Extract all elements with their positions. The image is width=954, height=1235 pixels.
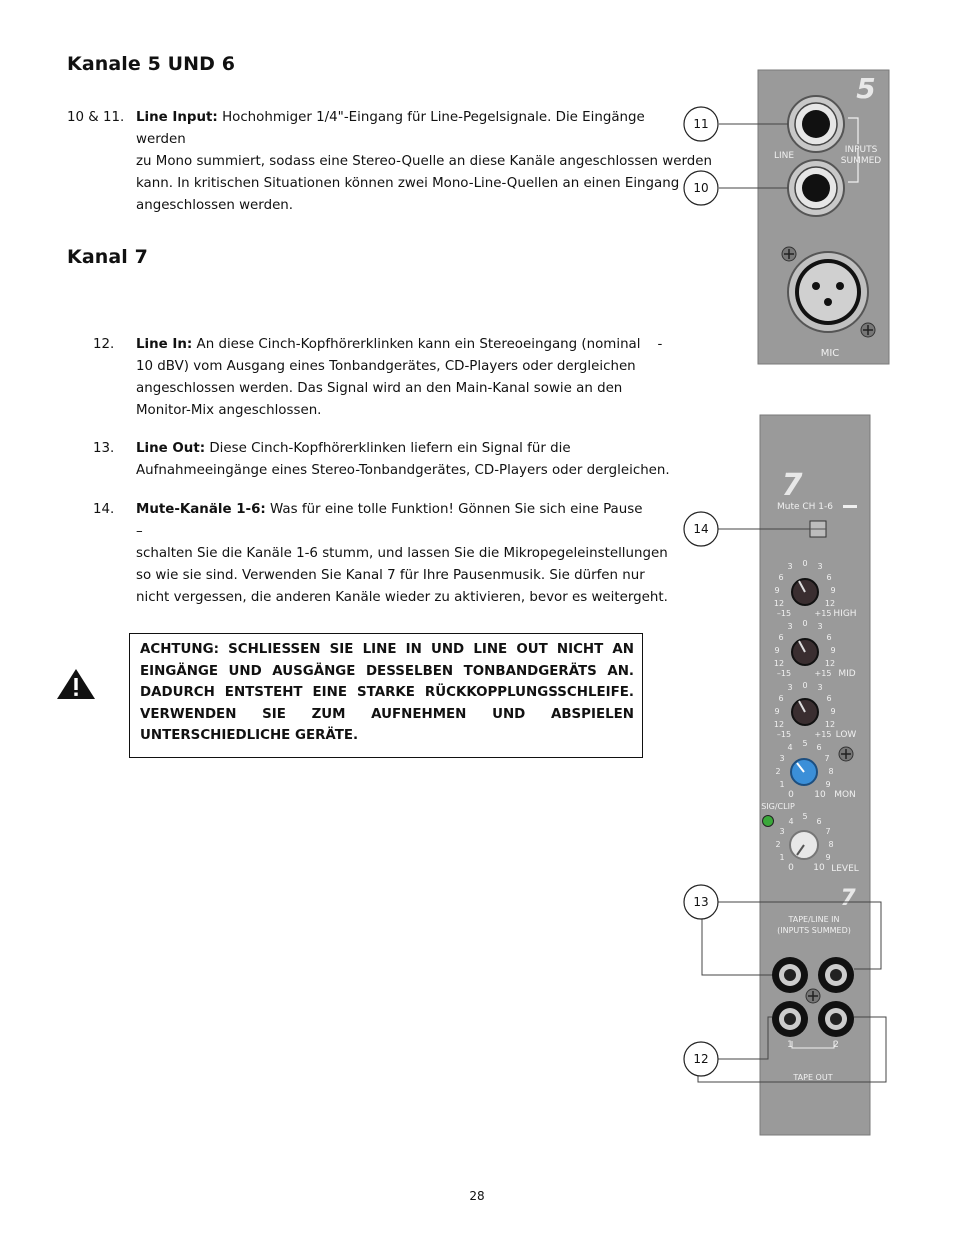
tape-out-label: TAPE OUT bbox=[793, 1073, 833, 1082]
warning-line: VERWENDEN SIE ZUM AUFNEHMEN UND ABSPIELEN bbox=[140, 706, 634, 722]
item-term: Line In: bbox=[136, 337, 193, 352]
sigclip-label: SIG/CLIP bbox=[761, 802, 795, 811]
warning-line: EINGÄNGE UND AUSGÄNGE DESSELBEN TONBANDGERÄTS AN. bbox=[140, 663, 634, 679]
summed-label: SUMMED bbox=[840, 156, 882, 166]
item-line: so wie sie sind. Verwenden Sie Kanal 7 für Ihre Pausenmusik. Sie dürfen nur bbox=[136, 568, 645, 583]
warning-triangle-icon bbox=[56, 668, 96, 700]
item-number: 12. bbox=[93, 337, 115, 352]
tape-out-1-label: 1 bbox=[787, 1040, 793, 1050]
svg-text:10: 10 bbox=[693, 181, 709, 195]
line-input-jack-top[interactable] bbox=[788, 96, 844, 152]
high-label: HIGH bbox=[833, 609, 857, 619]
item-line-in bbox=[93, 334, 663, 424]
svg-text:–15: –15 bbox=[776, 609, 792, 618]
svg-text:3: 3 bbox=[817, 622, 823, 631]
channel-number-lower: 7 bbox=[840, 886, 856, 911]
item-line: angeschlossen werden. bbox=[136, 198, 294, 213]
svg-text:13: 13 bbox=[693, 895, 709, 909]
callout-12 bbox=[684, 1042, 718, 1076]
channel-5-panel bbox=[680, 68, 892, 366]
svg-text:9: 9 bbox=[825, 853, 831, 862]
svg-text:+15: +15 bbox=[814, 730, 832, 739]
item-line: Monitor-Mix angeschlossen. bbox=[136, 403, 322, 418]
item-term: Line Out: bbox=[136, 441, 206, 456]
svg-text:6: 6 bbox=[778, 694, 784, 703]
tape-out-jack-1[interactable] bbox=[772, 1001, 808, 1037]
svg-text:5: 5 bbox=[802, 812, 808, 821]
svg-text:2: 2 bbox=[775, 840, 781, 849]
item-term: Mute-Kanäle 1-6: bbox=[136, 502, 266, 517]
item-line: nicht vergessen, die anderen Kanäle wieder zu aktivieren, bevor es weitergeht. bbox=[136, 590, 668, 605]
svg-text:1: 1 bbox=[779, 780, 785, 789]
page-number: 28 bbox=[469, 1189, 485, 1203]
low-screw-icon bbox=[839, 747, 853, 761]
item-number: 10 & 11. bbox=[67, 110, 125, 125]
mid-label: MID bbox=[838, 669, 856, 679]
svg-text:3: 3 bbox=[787, 622, 793, 631]
svg-text:7: 7 bbox=[825, 827, 831, 836]
item-line-out bbox=[93, 438, 670, 484]
svg-text:4: 4 bbox=[788, 817, 794, 826]
callout-10 bbox=[684, 171, 718, 205]
channel-number: 7 bbox=[781, 468, 803, 503]
callout-13 bbox=[684, 885, 718, 919]
svg-text:12: 12 bbox=[824, 599, 836, 608]
item-number: 14. bbox=[93, 502, 115, 517]
svg-text:6: 6 bbox=[826, 573, 832, 582]
channel-number: 5 bbox=[856, 72, 876, 105]
item-line: Was für eine tolle Funktion! Gönnen Sie sich eine Pause – bbox=[136, 502, 643, 539]
low-label: LOW bbox=[835, 730, 857, 740]
svg-text:+15: +15 bbox=[814, 609, 832, 618]
svg-text:5: 5 bbox=[802, 739, 808, 748]
svg-text:6: 6 bbox=[826, 633, 832, 642]
svg-text:3: 3 bbox=[787, 683, 793, 692]
item-number: 13. bbox=[93, 441, 115, 456]
inputs-label: INPUTS bbox=[844, 145, 878, 155]
svg-text:6: 6 bbox=[778, 633, 784, 642]
mon-label: MON bbox=[834, 790, 856, 800]
level-label: LEVEL bbox=[831, 864, 859, 874]
svg-text:6: 6 bbox=[826, 694, 832, 703]
tape-line-in-label: TAPE/LINE IN bbox=[788, 915, 840, 924]
svg-text:12: 12 bbox=[824, 659, 836, 668]
warning-line: UNTERSCHIEDLICHE GERÄTE. bbox=[140, 728, 359, 744]
item-mute bbox=[93, 499, 668, 605]
svg-text:0: 0 bbox=[802, 681, 808, 690]
svg-text:6: 6 bbox=[816, 817, 822, 826]
svg-text:14: 14 bbox=[693, 522, 709, 536]
svg-text:6: 6 bbox=[816, 743, 822, 752]
svg-text:10: 10 bbox=[814, 790, 826, 800]
svg-text:3: 3 bbox=[817, 683, 823, 692]
svg-text:3: 3 bbox=[817, 562, 823, 571]
svg-text:1: 1 bbox=[779, 853, 785, 862]
svg-text:4: 4 bbox=[787, 743, 793, 752]
svg-text:0: 0 bbox=[802, 619, 808, 628]
heading-kanale-5-und-6: Kanale 5 UND 6 bbox=[67, 53, 236, 75]
item-line: Line Input: Hochohmiger 1/4"-Eingang für Line-Pegelsignale. Die Eingänge werden bbox=[136, 110, 645, 147]
mute-label: Mute CH 1-6 bbox=[776, 502, 834, 512]
item-line: zu Mono summiert, sodass eine Stereo-Quelle an diese Kanäle angeschlossen werden bbox=[136, 154, 712, 169]
warning-box bbox=[129, 633, 643, 758]
svg-text:12: 12 bbox=[824, 720, 836, 729]
svg-text:10: 10 bbox=[813, 863, 825, 873]
item-line: Aufnahmeeingänge eines Stereo-Tonbandgerätes, CD-Players oder dergleichen. bbox=[136, 463, 670, 478]
svg-text:3: 3 bbox=[787, 562, 793, 571]
svg-text:9: 9 bbox=[774, 646, 780, 655]
callout-14 bbox=[684, 512, 718, 546]
item-line-input bbox=[67, 107, 712, 213]
svg-text:9: 9 bbox=[825, 780, 831, 789]
svg-text:9: 9 bbox=[774, 707, 780, 716]
channel-7-panel bbox=[680, 413, 892, 1137]
svg-text:9: 9 bbox=[830, 707, 836, 716]
item-line: 10 dBV) vom Ausgang eines Tonbandgerätes, CD-Players oder dergleichen bbox=[136, 359, 636, 374]
item-line: An diese Cinch-Kopfhörerklinken kann ein Stereoeingang (nominal - bbox=[196, 337, 663, 352]
svg-text:7: 7 bbox=[824, 754, 830, 763]
svg-text:12: 12 bbox=[773, 720, 785, 729]
heading-kanal-7: Kanal 7 bbox=[67, 246, 148, 268]
warning-line: DADURCH ENTSTEHT EINE STARKE RÜCKKOPPLUNGSSCHLEIFE. bbox=[140, 685, 634, 701]
item-line: angeschlossen werden. Das Signal wird an den Main-Kanal sowie an den bbox=[136, 381, 623, 396]
item-line: Diese Cinch-Kopfhörerklinken liefern ein Signal für die bbox=[209, 441, 571, 456]
svg-text:12: 12 bbox=[773, 659, 785, 668]
mic-label: MIC bbox=[820, 348, 840, 359]
svg-text:3: 3 bbox=[779, 827, 785, 836]
tape-out-jack-2[interactable] bbox=[818, 1001, 854, 1037]
svg-text:–15: –15 bbox=[776, 730, 792, 739]
svg-text:6: 6 bbox=[778, 573, 784, 582]
callout-11 bbox=[684, 107, 718, 141]
svg-text:0: 0 bbox=[788, 790, 794, 800]
line-label: LINE bbox=[773, 151, 795, 161]
svg-text:9: 9 bbox=[830, 646, 836, 655]
tape-out-2-label: 2 bbox=[833, 1040, 839, 1050]
svg-text:8: 8 bbox=[828, 840, 834, 849]
item-term: Line Input: bbox=[136, 110, 218, 125]
svg-text:2: 2 bbox=[775, 767, 781, 776]
inputs-summed-label: (INPUTS SUMMED) bbox=[777, 926, 851, 935]
svg-text:–15: –15 bbox=[776, 669, 792, 678]
svg-text:11: 11 bbox=[693, 117, 709, 131]
svg-text:0: 0 bbox=[802, 559, 808, 568]
item-line: schalten Sie die Kanäle 1-6 stumm, und lassen Sie die Mikropegeleinstellungen bbox=[136, 546, 668, 561]
svg-text:9: 9 bbox=[774, 586, 780, 595]
warning-line: ACHTUNG: SCHLIESSEN SIE LINE IN UND LINE OUT NICHT AN bbox=[140, 642, 634, 657]
line-input-jack-bottom[interactable] bbox=[788, 160, 844, 216]
svg-text:9: 9 bbox=[830, 586, 836, 595]
svg-text:3: 3 bbox=[779, 754, 785, 763]
sigclip-led bbox=[763, 816, 774, 827]
center-screw-icon bbox=[806, 989, 820, 1003]
svg-text:+15: +15 bbox=[814, 669, 832, 678]
svg-text:0: 0 bbox=[788, 863, 794, 873]
item-line: kann. In kritischen Situationen können zwei Mono-Line-Quellen an einen Eingang bbox=[136, 176, 680, 191]
tape-line-in-jack-right[interactable] bbox=[818, 957, 854, 993]
tape-line-in-jack-left[interactable] bbox=[772, 957, 808, 993]
svg-text:12: 12 bbox=[693, 1052, 709, 1066]
svg-text:8: 8 bbox=[828, 767, 834, 776]
svg-text:12: 12 bbox=[773, 599, 785, 608]
